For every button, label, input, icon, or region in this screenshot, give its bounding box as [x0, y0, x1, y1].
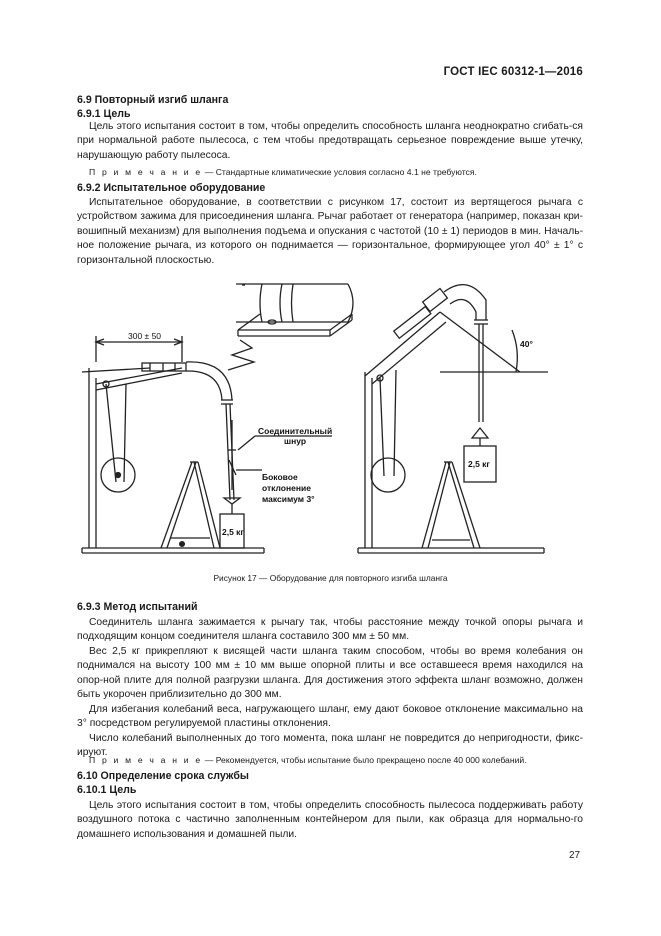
section-heading-6-9: 6.9 Повторный изгиб шланга: [77, 94, 229, 106]
figure-caption: Рисунок 17 — Оборудование для повторного изгиба шланга: [213, 573, 448, 583]
clamp-detail: [228, 284, 353, 370]
subsection-heading-6-9-2: 6.9.2 Испытательное оборудование: [77, 182, 266, 194]
cord-label-line-2: шнур: [284, 436, 307, 446]
paragraph-6-9-3-3: Для избегания колебаний веса, нагружающего шланг, ему дают боковое отклонение максимально на 3° посредством регулируемой пластины отклонения.: [77, 704, 583, 730]
paragraph-6-9-1: Цель этого испытания состоит в том, чтобы определить способность шланга неоднократно сгибать-ся при нормальной работе пылесоса, с тем чтобы предотвращать серьезное повреждение выше утечку, нарушающую работу пылесоса.: [77, 121, 583, 161]
right-apparatus: [358, 285, 548, 553]
weight-label-right: 2,5 кг: [468, 459, 490, 469]
paragraph-6-9-2: Испытательное оборудование, в соответствии с рисунком 17, состоит из вертящегося рычага с устройством зажима для присоединения шланга. Рычаг работает от генератора (например, показан кри-вошипный механизм) для выполнения подъема и опускания с частотой (10 ± 1) периодов в мин. Началь-ное положение рычага, из которого он поднимается — горизонтальное, формирующее угол 40° ± 1° с горизонтальной плоскостью.: [77, 197, 583, 266]
figure-17-diagram: [80, 262, 570, 567]
paragraph-6-10-1: Цель этого испытания состоит в том, чтобы определить способность пылесоса поддерживать работу воздушного потока с частично заполненным контейнером для пыли, как образца для нормально-го домашнего использования и домашней пыли.: [77, 800, 583, 840]
note-6-9-1: [89, 166, 583, 178]
document-header: ГОСТ IEC 60312-1—2016: [443, 66, 583, 78]
deviation-label-line-2: отклонение: [262, 483, 311, 493]
cord-label-line-1: Соединительный: [258, 426, 333, 436]
note-6-9-3: [89, 754, 583, 766]
note-text: — Стандартные климатические условия согласно 4.1 не требуются.: [202, 167, 477, 177]
deviation-label-line-1: Боковое: [262, 472, 298, 482]
paragraph-6-9-3-4: Число колебаний выполненных до того момента, пока шланг не повредится до непригодности, фикс-ируют.: [77, 733, 583, 759]
subsection-heading-6-9-3: 6.9.3 Метод испытаний: [77, 601, 198, 613]
note-text: — Рекомендуется, чтобы испытание было прекращено после 40 000 колебаний.: [202, 755, 527, 765]
note-label: П р и м е ч а н и е: [89, 755, 203, 765]
note-label: П р и м е ч а н и е: [89, 167, 203, 177]
weight-label-left: 2,5 кг: [222, 527, 244, 537]
deviation-label-line-3: максимум 3°: [262, 494, 315, 504]
subsection-heading-6-9-1: 6.9.1 Цель: [77, 108, 131, 120]
angle-label: 40°: [520, 339, 533, 349]
section-heading-6-10: 6.10 Определение срока службы: [77, 770, 249, 782]
dimension-label: 300 ± 50: [128, 331, 162, 341]
page-number: 27: [569, 850, 581, 861]
subsection-heading-6-10-1: 6.10.1 Цель: [77, 784, 137, 796]
paragraph-6-9-3-2: Вес 2,5 кг прикрепляют к висящей части шланга таким способом, чтобы во время колебания он поднимался на высоту 100 мм ± 10 мм выше опорной плиты и все оставшееся время находился на опор-ной плите для полной разгрузки шланга. Для достижения этого эффекта шланг возможно, должен быть укорочен приблизительно до 300 мм.: [77, 646, 583, 701]
paragraph-6-9-3-1: Соединитель шланга зажимается к рычагу так, чтобы расстояние между точкой опоры рычага и подходящим концом соединителя шланга составило 300 мм ± 50 мм.: [77, 617, 583, 643]
